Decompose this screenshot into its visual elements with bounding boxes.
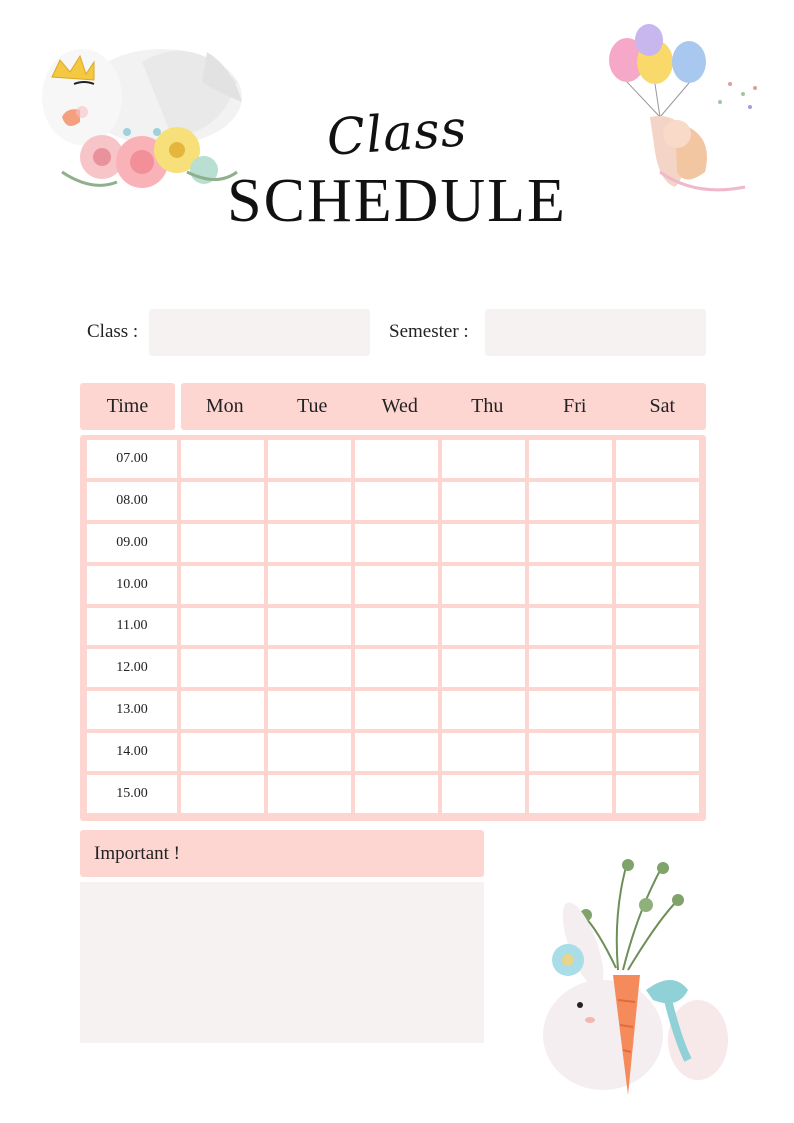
days-header [181,383,706,430]
schedule-cell-tue[interactable] [268,566,351,604]
time-cell: 12.00 [87,649,177,687]
day-header-thu: Thu [471,395,504,417]
day-header-wed: Wed [381,395,418,417]
time-cell: 14.00 [87,733,177,771]
bunny-carrot-illustration [528,850,733,1100]
schedule-cell-fri[interactable] [529,440,612,478]
schedule-cell-fri[interactable] [529,608,612,646]
schedule-cell-sat[interactable] [616,608,699,646]
schedule-cell-wed[interactable] [355,775,438,813]
class-label: Class : [87,321,139,342]
schedule-cell-mon[interactable] [181,482,264,520]
schedule-cell-mon[interactable] [181,691,264,729]
class-field[interactable] [149,309,370,356]
day-header-sat: Sat [649,395,676,417]
important-notes-box[interactable] [80,882,484,1043]
time-cell: 13.00 [87,691,177,729]
time-cell: 11.00 [87,608,177,646]
schedule-cell-thu[interactable] [442,482,525,520]
schedule-cell-tue[interactable] [268,691,351,729]
day-header-fri: Fri [563,395,587,417]
time-cell: 09.00 [87,524,177,562]
schedule-cell-fri[interactable] [529,524,612,562]
schedule-cell-mon[interactable] [181,566,264,604]
time-cell: 08.00 [87,482,177,520]
schedule-cell-mon[interactable] [181,775,264,813]
schedule-cell-tue[interactable] [268,733,351,771]
schedule-cell-thu[interactable] [442,649,525,687]
schedule-cell-wed[interactable] [355,733,438,771]
schedule-cell-fri[interactable] [529,691,612,729]
schedule-cell-mon[interactable] [181,608,264,646]
time-header: Time [80,383,175,430]
schedule-cell-mon[interactable] [181,524,264,562]
schedule-cell-sat[interactable] [616,649,699,687]
semester-field[interactable] [485,309,706,356]
schedule-cell-wed[interactable] [355,691,438,729]
day-header-tue: Tue [297,395,328,417]
schedule-cell-tue[interactable] [268,608,351,646]
day-header-mon: Mon [205,395,244,417]
schedule-cell-fri[interactable] [529,649,612,687]
schedule-cell-mon[interactable] [181,440,264,478]
schedule-cell-thu[interactable] [442,440,525,478]
schedule-cell-mon[interactable] [181,649,264,687]
schedule-cell-sat[interactable] [616,733,699,771]
schedule-grid [80,435,706,821]
schedule-cell-wed[interactable] [355,482,438,520]
schedule-cell-thu[interactable] [442,524,525,562]
schedule-cell-sat[interactable] [616,524,699,562]
time-cell: 07.00 [87,440,177,478]
schedule-cell-fri[interactable] [529,566,612,604]
schedule-cell-tue[interactable] [268,482,351,520]
schedule-cell-wed[interactable] [355,649,438,687]
time-cell: 15.00 [87,775,177,813]
schedule-cell-wed[interactable] [355,566,438,604]
schedule-cell-sat[interactable] [616,566,699,604]
semester-label: Semester : [389,321,469,342]
schedule-cell-sat[interactable] [616,775,699,813]
schedule-cell-wed[interactable] [355,608,438,646]
important-header: Important ! [80,830,484,877]
schedule-cell-fri[interactable] [529,775,612,813]
schedule-cell-sat[interactable] [616,691,699,729]
schedule-cell-thu[interactable] [442,775,525,813]
schedule-cell-tue[interactable] [268,524,351,562]
schedule-cell-tue[interactable] [268,775,351,813]
schedule-cell-wed[interactable] [355,524,438,562]
schedule-cell-tue[interactable] [268,440,351,478]
schedule-cell-thu[interactable] [442,608,525,646]
schedule-cell-tue[interactable] [268,649,351,687]
schedule-cell-thu[interactable] [442,733,525,771]
schedule-cell-sat[interactable] [616,440,699,478]
schedule-cell-mon[interactable] [181,733,264,771]
title-script: Class [324,99,470,167]
schedule-cell-fri[interactable] [529,482,612,520]
schedule-cell-fri[interactable] [529,733,612,771]
schedule-cell-wed[interactable] [355,440,438,478]
schedule-cell-thu[interactable] [442,566,525,604]
time-cell: 10.00 [87,566,177,604]
schedule-cell-sat[interactable] [616,482,699,520]
schedule-cell-thu[interactable] [442,691,525,729]
page-title: SCHEDULE [227,167,567,235]
